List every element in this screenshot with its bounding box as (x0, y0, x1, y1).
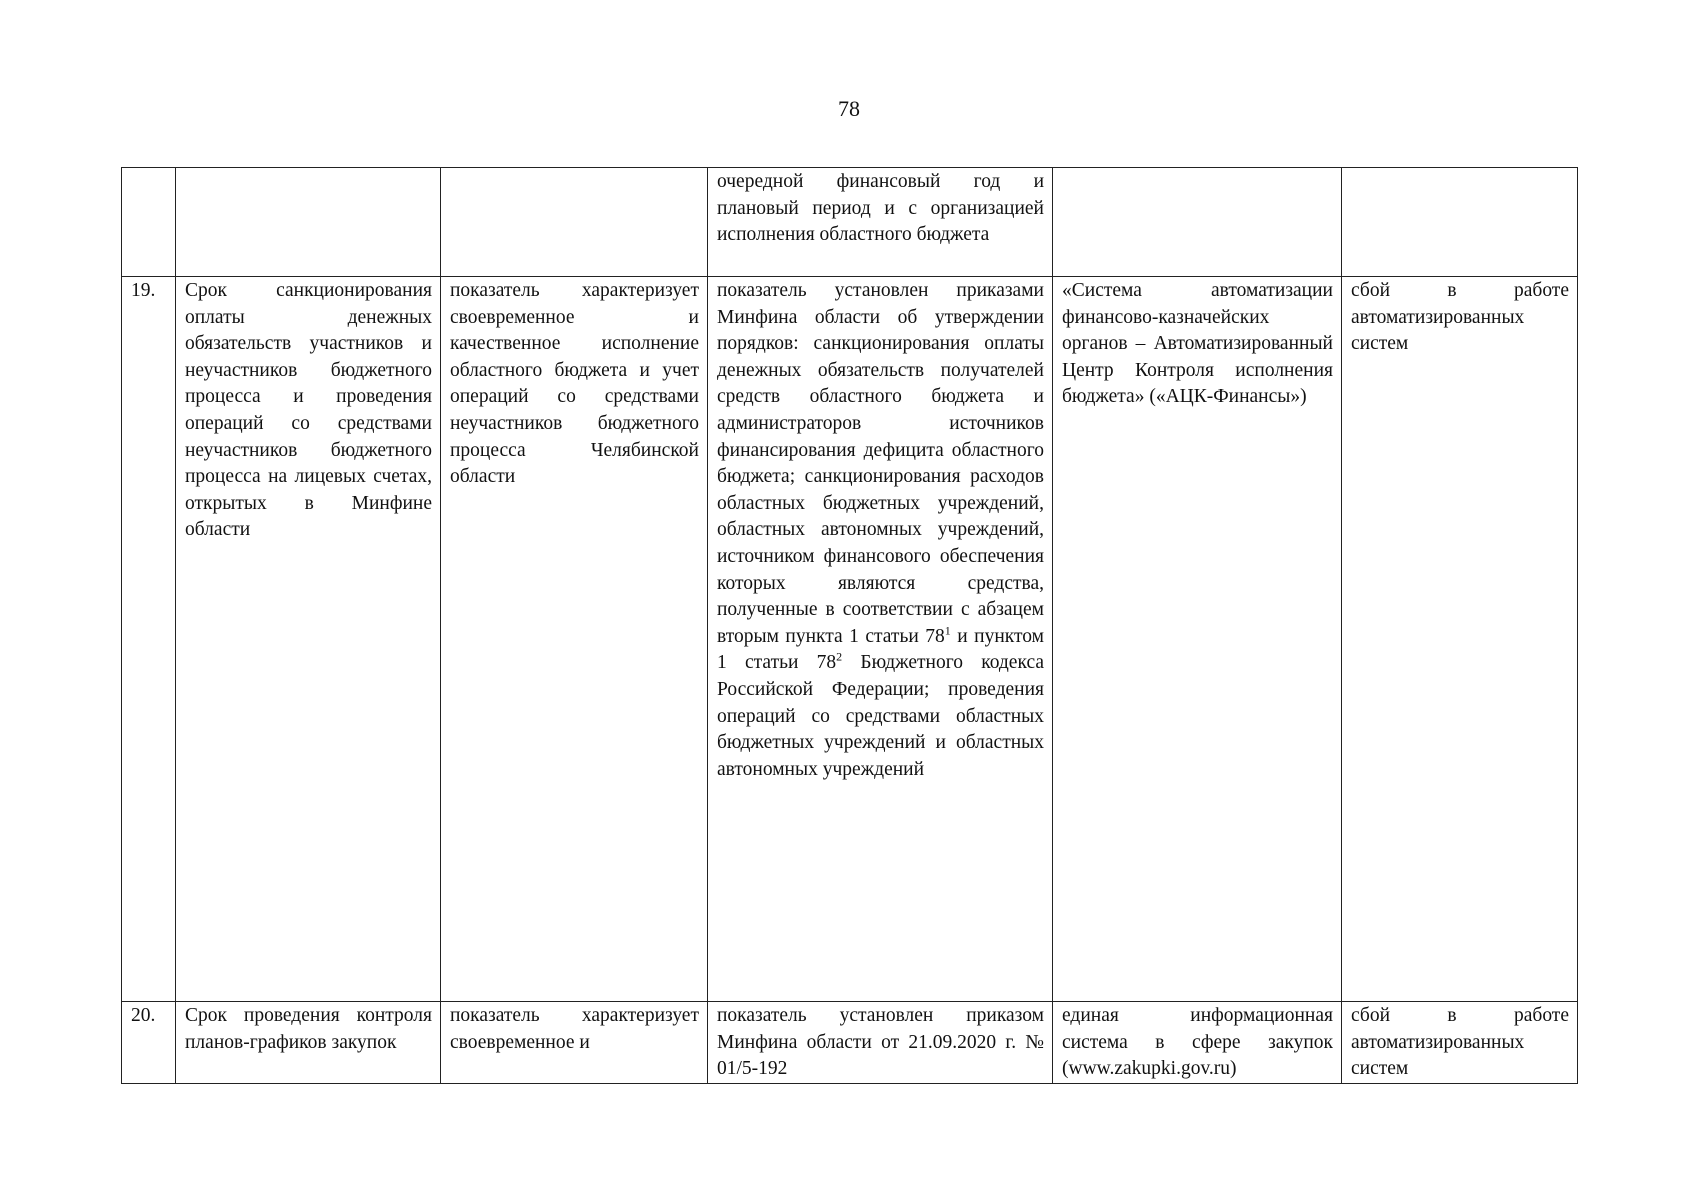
regulation-text-part3: Бюджетного кодекса Российской Федерации; проведения операций со средствами областных бюджетных учреждений и областных автономных учреждений (717, 652, 1044, 780)
indicator-name-text: Срок проведения контроля планов-графиков закупок (185, 1005, 432, 1053)
information-system-cell (1053, 1002, 1342, 1084)
indicator-name-cell (176, 168, 441, 277)
indicator-description-cell (441, 277, 708, 1002)
indicator-name-cell (176, 1002, 441, 1084)
indicator-description-cell (441, 1002, 708, 1084)
information-system-text: «Система автоматизации финансово-казначейских органов – Автоматизированный Центр Контроля исполнения бюджета» («АЦК-Финансы») (1062, 280, 1333, 408)
regulation-superscript-2: 2 (836, 649, 843, 664)
regulation-cell (708, 168, 1053, 277)
information-system-text: единая информационная система в сфере закупок (www.zakupki.gov.ru) (1062, 1005, 1333, 1080)
risk-cell (1342, 168, 1578, 277)
regulation-text-part1: показатель установлен приказами Минфина области об утверждении порядков: санкционирования оплаты денежных обязательств получателей средств областного бюджета и администраторов источников финансирования дефицита областного бюджета; санкционирования расходов областных бюджетных учреждений, областных автономных учреждений, источником финансового обеспечения которых являются средства, полученные в соответствии с абзацем вторым пункта 1 статьи 78 (717, 280, 1044, 647)
row-number-cell: 20. (122, 1002, 176, 1084)
indicators-table (121, 167, 1578, 1084)
regulation-superscript-1: 1 (944, 623, 951, 638)
risk-text: сбой в работе автоматизированных систем (1351, 1005, 1569, 1080)
page-number: 78 (838, 96, 860, 121)
risk-cell (1342, 277, 1578, 1002)
regulation-text: очередной финансовый год и плановый период и с организацией исполнения областного бюджета (717, 171, 1044, 246)
risk-text: сбой в работе автоматизированных систем (1351, 280, 1569, 355)
table-row (122, 168, 1578, 277)
regulation-cell (708, 277, 1053, 1002)
table-row (122, 1002, 1578, 1084)
table-row (122, 277, 1578, 1002)
information-system-cell (1053, 277, 1342, 1002)
risk-cell (1342, 1002, 1578, 1084)
indicator-name-text: Срок санкционирования оплаты денежных обязательств участников и неучастников бюджетного процесса и проведения операций со средствами неучастников бюджетного процесса на лицевых счетах, открытых в Минфине области (185, 280, 432, 541)
regulation-text-part2: и пунктом 1 статьи 78 (717, 625, 1044, 674)
indicator-description-text: показатель характеризует своевременное и (450, 1005, 699, 1053)
regulation-cell (708, 1002, 1053, 1084)
row-number-cell: 19. (122, 277, 176, 1002)
indicator-name-cell (176, 277, 441, 1002)
information-system-cell (1053, 168, 1342, 277)
regulation-text (717, 278, 1044, 783)
row-number-cell (122, 168, 176, 277)
indicator-description-text: показатель характеризует своевременное и качественное исполнение областного бюджета и учет операций со средствами неучастников бюджетного процесса Челябинской области (450, 280, 699, 488)
indicator-description-cell (441, 168, 708, 277)
regulation-text: показатель установлен приказом Минфина области от 21.09.2020 г. № 01/5-192 (717, 1005, 1044, 1080)
